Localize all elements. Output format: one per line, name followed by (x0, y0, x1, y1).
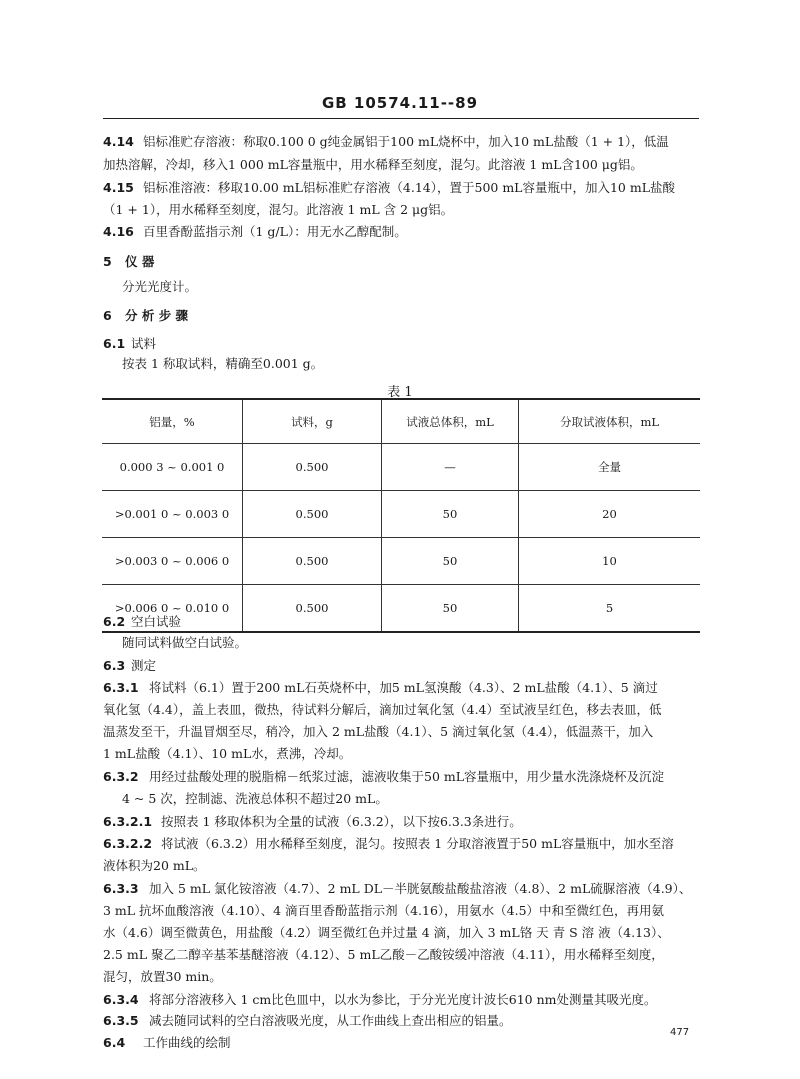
clause-text: 将试料（6.1）置于200 mL石英烧杯中，加5 mL氢溴酸（4.3）、2 mL盐酸（4.1）、5 滴过 (149, 680, 658, 695)
clause-6-3-1 (103, 678, 700, 696)
clause-4-15 (103, 178, 700, 196)
table-cell: 50 (382, 585, 519, 633)
table-1 (102, 398, 700, 633)
section-title: 工作曲线的绘制 (143, 1035, 231, 1050)
table-cell: 全量 (519, 444, 701, 491)
table-header-cell: 铝量，% (102, 399, 243, 444)
clause-6-3-2-1 (103, 812, 700, 830)
clause-number: 4.16 (103, 224, 134, 239)
section-title: 测定 (131, 658, 157, 673)
table-cell: 50 (382, 491, 519, 538)
clause-6-3-3-line4: 2.5 mL 聚乙二醇辛基苯基醚溶液（4.12）、5 mL乙酸－乙酸铵缓冲溶液（4.11），用水稀释至刻度， (103, 947, 664, 962)
clause-6-3-1-line4: 1 mL盐酸（4.1）、10 mL水，煮沸，冷却。 (103, 746, 352, 761)
clause-number: 6.3.2 (103, 769, 139, 784)
section-5-body: 分光光度计。 (122, 279, 198, 294)
clause-number: 4.15 (103, 180, 134, 195)
clause-number: 6.3.1 (103, 680, 139, 695)
table-header-cell: 试液总体积，mL (382, 399, 519, 444)
section-6-1-heading (103, 334, 700, 352)
clause-6-3-3-line2: 3 mL 抗坏血酸溶液（4.10）、4 滴百里香酚蓝指示剂（4.16），用氨水（4.5）中和至微红色，再用氨 (103, 903, 665, 918)
clause-6-3-3-line5: 混匀，放置30 min。 (103, 969, 222, 984)
table-cell: 0.000 3 ~ 0.001 0 (102, 444, 243, 491)
clause-6-3-1-line3: 温蒸发至干，升温冒烟至尽，稍冷，加入 2 mL盐酸（4.1）、5 滴过氧化氢（4.4），低温蒸干，加入 (103, 724, 654, 739)
table-cell: 50 (382, 538, 519, 585)
clause-number: 4.14 (103, 134, 134, 149)
clause-number: 6.3.4 (103, 992, 139, 1007)
clause-text: 按照表 1 移取体积为全量的试液（6.3.2），以下按6.3.3条进行。 (161, 814, 522, 829)
table-header-cell: 试料，g (243, 399, 382, 444)
table-row (102, 538, 700, 585)
table-cell: 0.500 (243, 585, 382, 633)
section-number: 6.4 (103, 1035, 126, 1050)
clause-6-3-3-line3: 水（4.6）调至微黄色，用盐酸（4.2）调至微红色并过量 4 滴，加入 3 mL铬 天 青 S 溶 液（4.13）、 (103, 925, 670, 940)
table-row (102, 491, 700, 538)
clause-number: 6.3.2.1 (103, 814, 153, 829)
clause-text: 铝标准贮存溶液：称取0.100 0 g纯金属铝于100 mL烧杯中，加入10 mL盐酸（1 + 1），低温 (143, 134, 669, 149)
clause-6-3-2-line2: 4 ~ 5 次，控制滤、洗液总体积不超过20 mL。 (122, 791, 388, 806)
section-number: 5 (103, 254, 112, 269)
table-cell: 10 (519, 538, 701, 585)
section-title: 试料 (131, 336, 157, 351)
section-6-2-body: 随同试料做空白试验。 (122, 635, 248, 650)
table-cell: 5 (519, 585, 701, 633)
clause-number: 6.3.2.2 (103, 836, 153, 851)
section-6-2-heading (103, 612, 700, 630)
table-cell: 0.500 (243, 491, 382, 538)
table-cell: 0.500 (243, 444, 382, 491)
clause-6-3-2 (103, 767, 700, 785)
clause-6-3-1-line2: 氧化氢（4.4），盖上表皿，微热，待试料分解后，滴加过氧化氢（4.4）至试液呈红色，移去表皿，低 (103, 702, 662, 717)
table-row (102, 444, 700, 491)
section-title: 分 析 步 骤 (125, 308, 189, 323)
section-number: 6 (103, 308, 112, 323)
section-6-4-heading (103, 1033, 700, 1051)
header-rule (103, 118, 699, 119)
clause-6-3-2-2-line2: 液体积为20 mL。 (103, 858, 206, 873)
clause-number: 6.3.3 (103, 881, 139, 896)
clause-6-3-5 (103, 1011, 700, 1029)
table-cell: >0.006 0 ~ 0.010 0 (102, 585, 243, 633)
table-header-row (102, 399, 700, 444)
clause-text: 用经过盐酸处理的脱脂棉－纸浆过滤，滤液收集于50 mL容量瓶中，用少量水洗涤烧杯及沉淀 (149, 769, 665, 784)
clause-number: 6.3.5 (103, 1013, 139, 1028)
table-header-cell: 分取试液体积，mL (519, 399, 701, 444)
clause-6-3-3 (103, 879, 700, 897)
section-6-1-body: 按表 1 称取试料，精确至0.001 g。 (122, 356, 324, 371)
table-cell: 20 (519, 491, 701, 538)
section-title: 空白试验 (131, 614, 182, 629)
table-cell: >0.003 0 ~ 0.006 0 (102, 538, 243, 585)
table-cell: >0.001 0 ~ 0.003 0 (102, 491, 243, 538)
clause-4-14 (103, 132, 700, 150)
table-caption: 表 1 (387, 385, 413, 400)
clause-6-3-4 (103, 990, 700, 1008)
clause-4-15-line2: （1 + 1），用水稀释至刻度，混匀。此溶液 1 mL 含 2 μg铝。 (103, 202, 454, 217)
clause-6-3-2-2 (103, 834, 700, 852)
clause-4-16 (103, 222, 700, 240)
clause-text: 将部分溶液移入 1 cm比色皿中，以水为参比，于分光光度计波长610 nm处测量其吸光度。 (149, 992, 657, 1007)
clause-4-14-line2: 加热溶解，冷却，移入1 000 mL容量瓶中，用水稀释至刻度，混匀。此溶液 1 mL含100 μg铝。 (103, 157, 643, 172)
section-6-3-heading (103, 656, 700, 674)
clause-text: 铝标准溶液：移取10.00 mL铝标准贮存溶液（4.14），置于500 mL容量瓶中，加入10 mL盐酸 (143, 180, 676, 195)
clause-text: 减去随同试料的空白溶液吸光度，从工作曲线上查出相应的铝量。 (149, 1013, 512, 1028)
section-number: 6.2 (103, 614, 126, 629)
standard-header: GB 10574.11--89 (321, 94, 479, 112)
clause-text: 将试液（6.3.2）用水稀释至刻度，混匀。按照表 1 分取溶液置于50 mL容量瓶中，加水至溶 (161, 836, 674, 851)
clause-text: 加入 5 mL 氯化铵溶液（4.7）、2 mL DL－半胱氨酸盐酸盐溶液（4.8）、2 mL硫脲溶液（4.9）、 (149, 881, 692, 896)
section-title: 仪 器 (125, 254, 155, 269)
table-cell: 0.500 (243, 538, 382, 585)
section-number: 6.1 (103, 336, 126, 351)
clause-text: 百里香酚蓝指示剂（1 g/L）：用无水乙醇配制。 (143, 224, 407, 239)
page-number: 477 (670, 1027, 690, 1038)
section-number: 6.3 (103, 658, 126, 673)
section-5-heading (103, 252, 700, 270)
section-6-heading (103, 306, 700, 324)
table-cell: — (382, 444, 519, 491)
